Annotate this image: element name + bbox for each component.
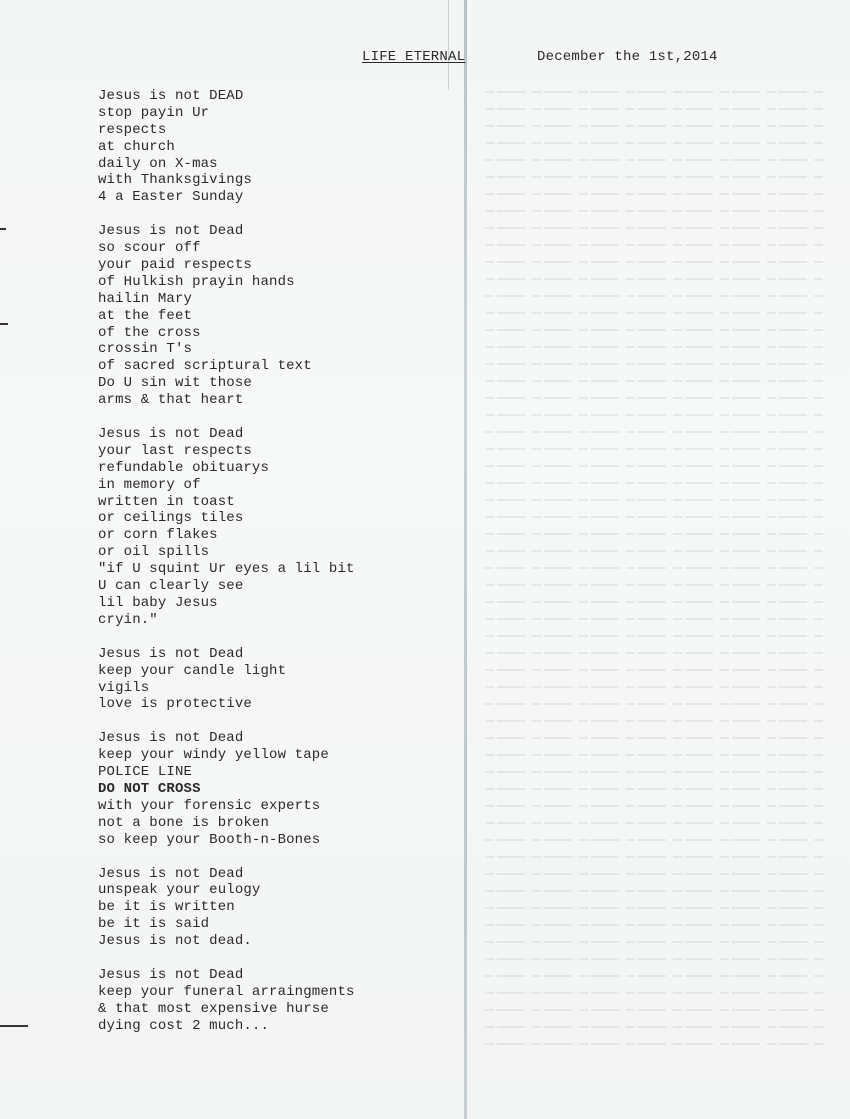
poem-line: or oil spills: [98, 544, 210, 561]
poem-line: your last respects: [98, 442, 252, 459]
edge-mark: [0, 1025, 28, 1027]
poem-line: love is protective: [98, 696, 252, 713]
poem-line: 4 a Easter Sunday: [98, 189, 244, 206]
stanza: [98, 646, 458, 714]
poem-line: be it is said: [98, 916, 210, 933]
edge-mark: [0, 323, 8, 325]
poem-line: lil baby Jesus: [98, 594, 218, 611]
poem-line: at church: [98, 138, 175, 155]
poem-line: so keep your Booth-n-Bones: [98, 831, 321, 848]
poem-line: Jesus is not Dead: [98, 865, 244, 882]
poem-date: December the 1st,2014: [537, 49, 718, 65]
poem-line: Jesus is not Dead: [98, 426, 244, 443]
stanza: [98, 223, 458, 409]
poem-line: keep your candle light: [98, 662, 287, 679]
poem-line: stop payin Ur: [98, 104, 210, 121]
poem-line: at the feet: [98, 307, 193, 324]
poem-line: of sacred scriptural text: [98, 358, 312, 375]
poem-line: Do U sin wit those: [98, 375, 252, 392]
poem-line: be it is written: [98, 899, 235, 916]
poem-line: U can clearly see: [98, 578, 244, 595]
poem-line-emphasis: DO NOT CROSS: [98, 780, 201, 797]
poem-line: with Thanksgivings: [98, 172, 252, 189]
bleed-through-text: [485, 80, 825, 1060]
poem-line: unspeak your eulogy: [98, 882, 261, 899]
poem-line: dying cost 2 much...: [98, 1017, 270, 1034]
poem-line: in memory of: [98, 476, 201, 493]
poem-line: cryin.": [98, 611, 158, 628]
poem-line: Jesus is not Dead: [98, 223, 244, 240]
poem-line: respects: [98, 121, 167, 138]
poem-line: with your forensic experts: [98, 797, 321, 814]
poem-line: POLICE LINE: [98, 764, 193, 781]
poem-line: Jesus is not Dead: [98, 966, 244, 983]
poem-line: Jesus is not Dead: [98, 645, 244, 662]
poem-line: or corn flakes: [98, 527, 218, 544]
poem-line: hailin Mary: [98, 290, 193, 307]
poem-title: LIFE ETERNAL: [362, 49, 466, 65]
poem-line: not a bone is broken: [98, 814, 270, 831]
poem-line: written in toast: [98, 493, 235, 510]
poem-line: Jesus is not Dead: [98, 730, 244, 747]
poem-line: & that most expensive hurse: [98, 1000, 329, 1017]
poem-line: arms & that heart: [98, 392, 244, 409]
poem-line: refundable obituarys: [98, 459, 270, 476]
poem-line: vigils: [98, 679, 150, 696]
poem-line: daily on X-mas: [98, 155, 218, 172]
fold-crease-faint: [448, 0, 449, 90]
page-header: [362, 49, 718, 65]
poem-body: [98, 88, 458, 1052]
fold-crease: [464, 0, 467, 1119]
poem-line: of the cross: [98, 324, 201, 341]
stanza: [98, 426, 458, 629]
poem-line: Jesus is not DEAD: [98, 88, 244, 104]
poem-line: crossin T's: [98, 341, 193, 358]
poem-line: so scour off: [98, 240, 201, 257]
stanza: [98, 967, 458, 1035]
poem-line: keep your windy yellow tape: [98, 747, 329, 764]
stanza: [98, 730, 458, 848]
poem-line: of Hulkish prayin hands: [98, 273, 295, 290]
poem-line: or ceilings tiles: [98, 510, 244, 527]
edge-mark: [0, 228, 6, 230]
stanza: [98, 866, 458, 950]
stanza: [98, 88, 458, 206]
poem-line: your paid respects: [98, 257, 252, 274]
poem-line: Jesus is not dead.: [98, 933, 252, 950]
poem-line: "if U squint Ur eyes a lil bit: [98, 561, 355, 578]
poem-line: keep your funeral arraingments: [98, 983, 355, 1000]
